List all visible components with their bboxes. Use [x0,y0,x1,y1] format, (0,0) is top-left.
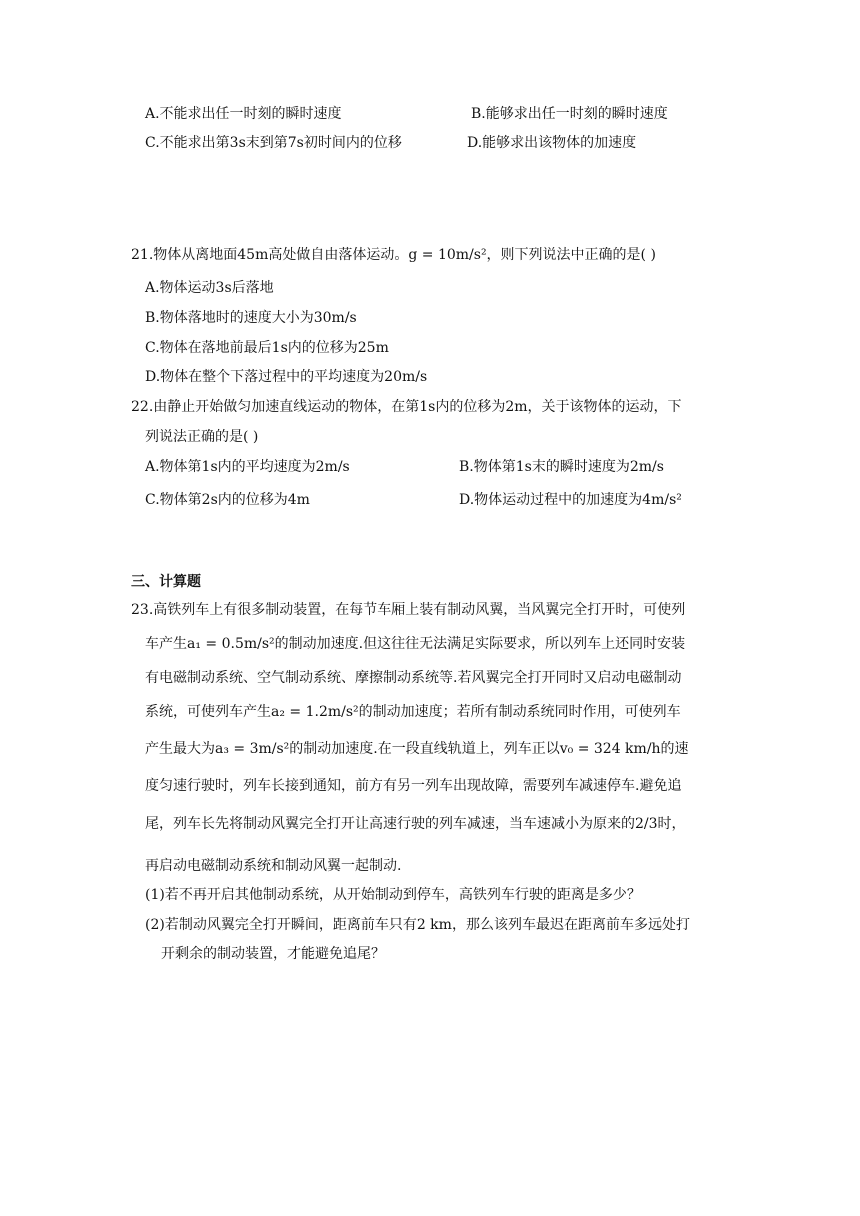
q22-option-a: A.物体第1s内的平均速度为2m/s [145,459,350,475]
q23-sub2-line1: (2)若制动风翼完全打开瞬间，距离前车只有2 km，那么该列车最迟在距离前车多远处打 [145,917,690,933]
q23-line2: 车产生a₁ = 0.5m/s²的制动加速度.但这往往无法满足实际要求，所以列车上还同时安装 [145,636,686,652]
prev-option-d: D.能够求出该物体的加速度 [467,135,637,151]
q22-option-c: C.物体第2s内的位移为4m [145,492,310,508]
q22-option-d: D.物体运动过程中的加速度为4m/s² [459,492,682,508]
q21-option-d: D.物体在整个下落过程中的平均速度为20m/s [145,369,428,385]
q23-sub1: (1)若不再开启其他制动系统，从开始制动到停车，高铁列车行驶的距离是多少？ [145,887,641,903]
prev-option-c: C.不能求出第3s末到第7s初时间内的位移 [145,135,402,151]
prev-option-b: B.能够求出任一时刻的瞬时速度 [471,106,668,122]
q23-line7: 尾，列车长先将制动风翼完全打开让高速行驶的列车减速，当车速减小为原来的2/3时， [145,816,686,832]
q23-line6: 度匀速行驶时，列车长接到通知，前方有另一列车出现故障，需要列车减速停车.避免追 [145,778,682,794]
q23-line5: 产生最大为a₃ = 3m/s²的制动加速度.在一段直线轨道上，列车正以v₀ = 324 km/h的速 [145,741,689,757]
q23-line3: 有电磁制动系统、空气制动系统、摩擦制动系统等.若风翼完全打开同时又启动电磁制动 [145,670,682,686]
q21-option-a: A.物体运动3s后落地 [145,280,274,296]
q21-option-c: C.物体在落地前最后1s内的位移为25m [145,340,389,356]
q21-stem: 21.物体从离地面45m高处做自由落体运动。g = 10m/s²，则下列说法中正确的是( ) [131,247,656,263]
q23-line4: 系统，可使列车产生a₂ = 1.2m/s²的制动加速度；若所有制动系统同时作用，可使列车 [145,704,681,720]
q22-option-b: B.物体第1s末的瞬时速度为2m/s [459,459,664,475]
q22-stem-line2: 列说法正确的是( ) [145,429,259,445]
q23-line8: 再启动电磁制动系统和制动风翼一起制动. [145,858,402,874]
section-heading: 三、计算题 [131,574,201,590]
q23-sub2-line2: 开剩余的制动装置，才能避免追尾？ [161,946,385,962]
q22-stem-line1: 22.由静止开始做匀加速直线运动的物体，在第1s内的位移为2m，关于该物体的运动，下 [131,399,682,415]
q21-option-b: B.物体落地时的速度大小为30m/s [145,310,357,326]
q23-line1: 23.高铁列车上有很多制动装置，在每节车厢上装有制动风翼，当风翼完全打开时，可使列 [131,602,686,618]
prev-option-a: A.不能求出任一时刻的瞬时速度 [145,106,342,122]
